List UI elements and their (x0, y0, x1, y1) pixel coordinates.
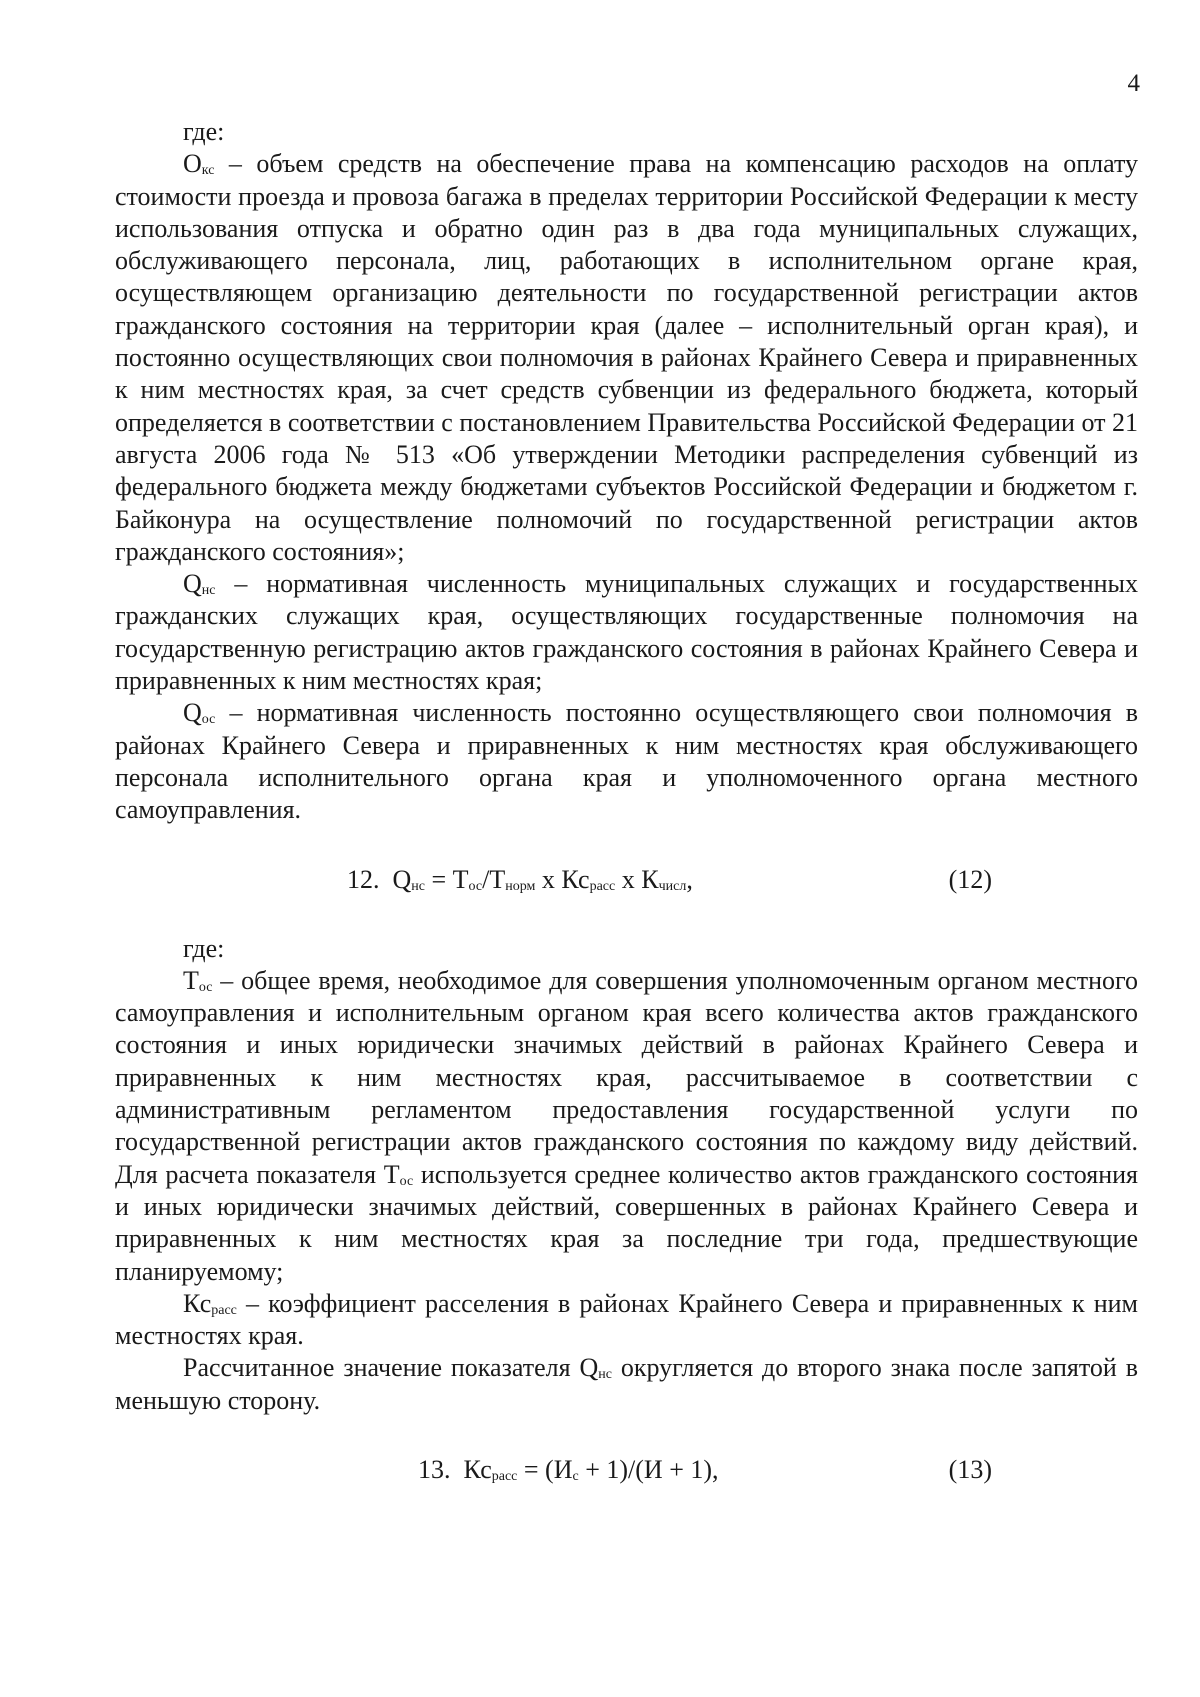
paragraph-qos-text: – нормативная численность постоянно осуществляющего свои полномочия в районах Крайнего Севера и приравненных к ним местностях края обслуживающего персонала исполнительного органа края и уполномоченного органа местного самоуправления. (115, 698, 1138, 825)
formula-12-number: (12) (948, 864, 992, 894)
symbol-q: Q (183, 569, 202, 599)
document-body (115, 116, 1138, 1487)
symbol-q: Q (183, 698, 202, 728)
symbol-o: О (183, 149, 202, 179)
paragraph-qns (115, 568, 1138, 697)
formula-13-number: (13) (948, 1454, 992, 1484)
intro-where-2: где: (183, 933, 225, 963)
subscript-os: ос (201, 712, 216, 728)
paragraph-rounding: Рассчитанное значение показателя $Q_{нс}$ округляется до второго знака после запятой в меньшую сторону. (115, 1353, 1138, 1415)
subscript-ns: нс (201, 583, 216, 599)
formula-13-expression: 13. $Кс_{расс} = (И_с + 1)/(И + 1)$, (418, 1454, 719, 1484)
paragraph-qos (115, 697, 1138, 826)
formula-12-expression: 12. $Q_{нс} = Т_{ос}/Т_{норм}$ x $Кс_{расс}$ x $К_{числ}$, (347, 864, 693, 894)
paragraph-ksrass: $Кс_{расс}$ – коэффициент расселения в районах Крайнего Севера и приравненных к ним местностях края. (115, 1288, 1138, 1351)
subscript-ks: кс (201, 163, 215, 179)
paragraph-tos: $Т_{ос}$ – общее время, необходимое для совершения уполномоченным органом местного самоуправления и исполнительным органом края всего количества актов гражданского состояния и иных юридически значимых действий в районах Крайнего Севера и приравненных к ним местностях края, рассчитываемое в соответствии с административным регламентом предоставления государственной услуги по государственной регистрации актов гражданского состояния по каждому виду действий. Для расчета показателя $Т_{ос}$ используется среднее количество актов гражданского состояния и иных юридически значимых действий, совершенных в районах Крайнего Севера и приравненных к ним местностях края за последние три года, предшествующие планируемому; (115, 965, 1138, 1286)
intro-where-1: где: (183, 117, 225, 146)
paragraph-qns-text: – нормативная численность муниципальных служащих и государственных гражданских служащих края, осуществляющих государственные полномочия на государственную регистрацию актов гражданского состояния в районах Крайнего Севера и приравненных к ним местностях края; (115, 569, 1138, 696)
formula-13 (115, 1453, 1138, 1487)
page-number: 4 (1127, 70, 1140, 97)
paragraph-oks (115, 148, 1138, 568)
paragraph-oks-text: – объем средств на обеспечение права на компенсацию расходов на оплату стоимости проезда и провоза багажа в пределах территории Российской Федерации к месту использования отпуска и обратно один раз в два года муниципальных служащих, обслуживающего персонала, лиц, работающих в исполнительном органе края, осуществляющем организацию деятельности по государственной регистрации актов гражданского состояния на территории края (далее – исполнительный орган края), и постоянно осуществляющих свои полномочия в районах Крайнего Севера и приравненных к ним местностях края, за счет средств субвенции из федерального бюджета, который определяется в соответствии с постановлением Правительства Российской Федерации от 21 августа 2006 года № 513 «Об утверждении Методики распределения субвенций из федерального бюджета между бюджетами субъектов Российской Федерации и бюджетом г. Байконура на осуществление полномочий по государственной регистрации актов гражданского состояния»; (115, 149, 1138, 566)
formula-12 (115, 863, 1138, 897)
